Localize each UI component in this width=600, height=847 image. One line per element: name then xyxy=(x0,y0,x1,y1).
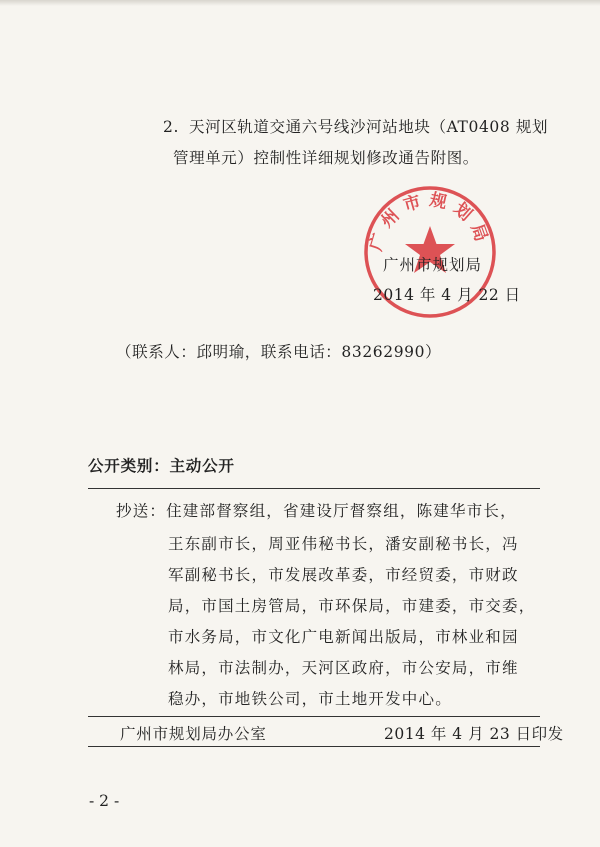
cc-line: 王东副市长，周亚伟秘书长，潘安副秘书长，冯 xyxy=(168,535,519,553)
divider-top xyxy=(88,488,540,489)
attachment-line-1: 天河区轨道交通六号线沙河站地块（AT0408 规划 xyxy=(189,118,549,136)
attachment-line-2: 管理单元）控制性详细规划修改通告附图。 xyxy=(173,149,479,167)
contact-info: （联系人：邱明瑜，联系电话：83262990） xyxy=(116,343,442,361)
seal-text: 广州市规划局 xyxy=(366,189,494,254)
cc-line: 局，市国土房管局，市环保局，市建委，市交委， xyxy=(168,597,536,615)
signing-organization: 广州市规划局 xyxy=(383,256,483,274)
issuing-office: 广州市规划局办公室 xyxy=(120,725,267,743)
cc-line: 稳办，市地铁公司，市土地开发中心。 xyxy=(168,690,452,708)
disclosure-category: 公开类别：主动公开 xyxy=(88,457,235,475)
cc-line: 市水务局，市文化广电新闻出版局，市林业和园 xyxy=(168,628,519,646)
cc-line: 军副秘书长，市发展改革委，市经贸委，市财政 xyxy=(168,566,519,584)
scan-edge xyxy=(0,0,600,6)
cc-line: 抄送：住建部督察组，省建设厅督察组，陈建华市长， xyxy=(116,502,517,520)
signing-date: 2014 年 4 月 22 日 xyxy=(373,286,521,304)
divider-bottom xyxy=(88,746,540,747)
page-number: - 2 - xyxy=(89,792,120,810)
attachment-number: 2. xyxy=(163,118,179,136)
issue-date: 2014 年 4 月 23 日印发 xyxy=(384,725,564,743)
divider-middle xyxy=(88,716,540,717)
cc-line: 林局，市法制办，天河区政府，市公安局，市维 xyxy=(168,659,519,677)
